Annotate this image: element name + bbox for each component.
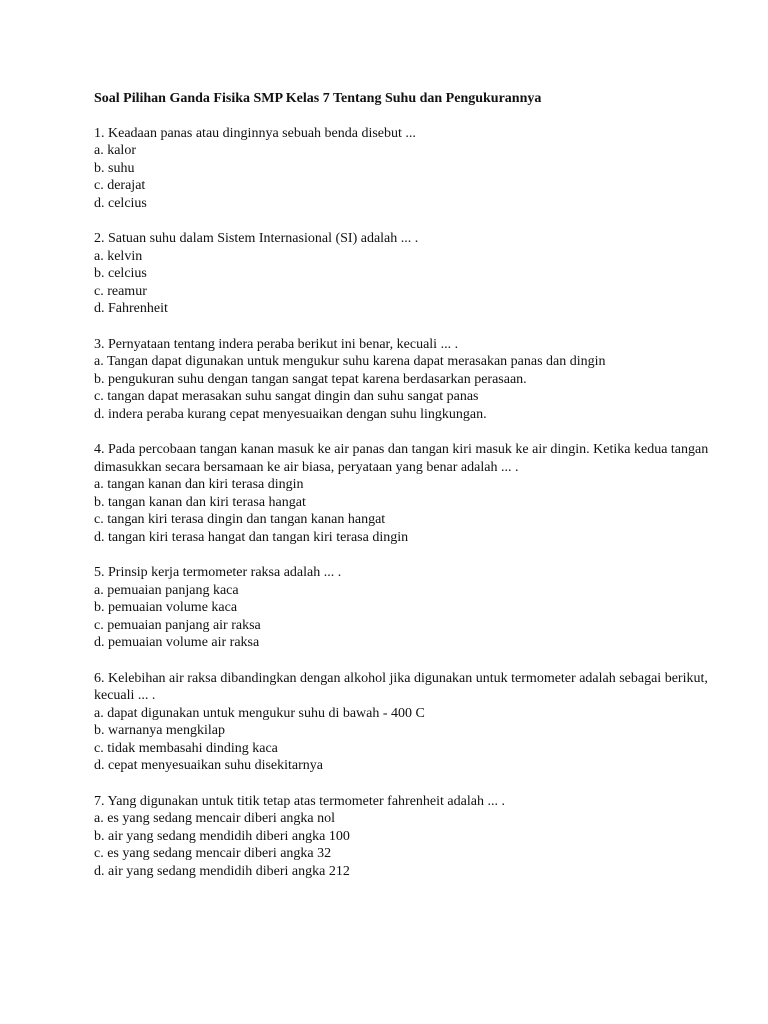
question-text: 5. Prinsip kerja termometer raksa adalah ... .	[94, 565, 342, 580]
option-a: a. kalor	[94, 143, 136, 158]
option-a: a. kelvin	[94, 248, 143, 264]
option-b: b. suhu	[94, 160, 135, 176]
option-b: b. celcius	[94, 266, 147, 281]
option-a: a. tangan kanan dan kiri terasa dingin	[94, 477, 304, 492]
question-text: 4. Pada percobaan tangan kanan masuk ke air panas dan tangan kiri masuk ke air dingin. Ketika kedua tangan dimasukkan secara bersamaan ke air biasa, peryataan yang benar adalah ... .	[94, 442, 709, 475]
document-body	[94, 90, 734, 898]
option-d: d. pemuaian volume air raksa	[94, 635, 260, 650]
question-text: 7. Yang digunakan untuk titik tetap atas termometer fahrenheit adalah ... .	[94, 793, 505, 809]
option-a: a. es yang sedang mencair diberi angka nol	[94, 811, 336, 826]
question-text: 1. Keadaan panas atau dinginnya sebuah benda disebut ...	[94, 125, 416, 141]
option-b: b. tangan kanan dan kiri terasa hangat	[94, 494, 306, 510]
option-d: d. air yang sedang mendidih diberi angka 212	[94, 863, 350, 879]
question-1	[94, 125, 734, 213]
option-c: c. derajat	[94, 178, 146, 193]
document-title: Soal Pilihan Ganda Fisika SMP Kelas 7 Tentang Suhu dan Pengukurannya	[94, 91, 542, 106]
option-d: d. tangan kiri terasa hangat dan tangan kiri terasa dingin	[94, 529, 409, 545]
option-d: d. celcius	[94, 195, 147, 211]
option-a: a. Tangan dapat digunakan untuk mengukur suhu karena dapat merasakan panas dan dingin	[94, 354, 606, 369]
option-c: c. pemuaian panjang air raksa	[94, 617, 261, 633]
question-text: 2. Satuan suhu dalam Sistem Internasional (SI) adalah ... .	[94, 231, 419, 246]
option-b: b. pengukuran suhu dengan tangan sangat tepat karena berdasarkan perasaan.	[94, 371, 527, 387]
option-d: d. cepat menyesuaikan suhu disekitarnya	[94, 758, 323, 773]
option-c: c. reamur	[94, 283, 147, 299]
question-3	[94, 336, 734, 424]
option-b: b. warnanya mengkilap	[94, 723, 226, 738]
question-5	[94, 564, 734, 652]
option-d: d. indera peraba kurang cepat menyesuaikan dengan suhu lingkungan.	[94, 406, 487, 422]
option-b: b. air yang sedang mendidih diberi angka 100	[94, 828, 350, 844]
option-c: c. es yang sedang mencair diberi angka 32	[94, 846, 332, 861]
question-4	[94, 441, 734, 546]
question-2	[94, 230, 734, 318]
question-text: 3. Pernyataan tentang indera peraba berikut ini benar, kecuali ... .	[94, 336, 459, 352]
option-c: c. tangan kiri terasa dingin dan tangan kanan hangat	[94, 512, 386, 527]
option-a: a. dapat digunakan untuk mengukur suhu di bawah - 400 C	[94, 705, 425, 721]
option-d: d. Fahrenheit	[94, 301, 168, 316]
option-a: a. pemuaian panjang kaca	[94, 582, 239, 598]
option-c: c. tidak membasahi dinding kaca	[94, 740, 278, 756]
question-6	[94, 670, 734, 775]
question-text: 6. Kelebihan air raksa dibandingkan dengan alkohol jika digunakan untuk termometer adalah sebagai berikut, kecuali ... .	[94, 670, 708, 703]
question-7	[94, 793, 734, 881]
option-b: b. pemuaian volume kaca	[94, 600, 238, 615]
option-c: c. tangan dapat merasakan suhu sangat dingin dan suhu sangat panas	[94, 389, 479, 404]
